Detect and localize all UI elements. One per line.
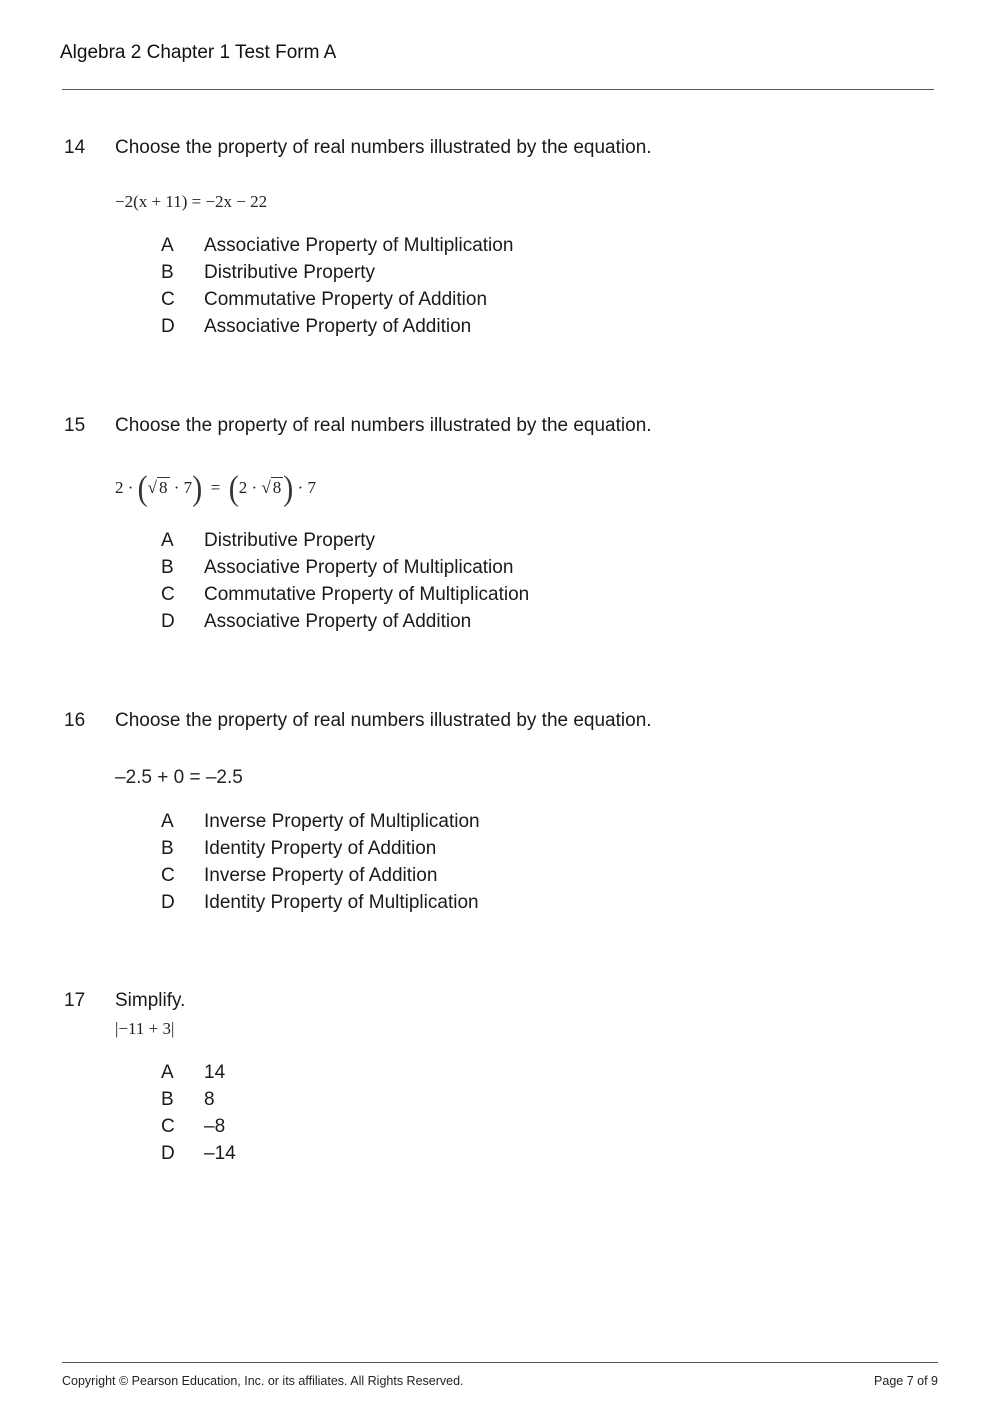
equals-sign: = bbox=[210, 478, 221, 497]
choice-letter: B bbox=[161, 838, 174, 859]
choice-letter: C bbox=[161, 584, 175, 605]
page-number: Page 7 of 9 bbox=[874, 1374, 938, 1388]
question-prompt: Choose the property of real numbers illustrated by the equation. bbox=[115, 137, 652, 158]
footer-divider bbox=[62, 1362, 938, 1363]
header-divider bbox=[62, 89, 934, 90]
choice-text: Inverse Property of Multiplication bbox=[204, 811, 480, 832]
choice-text: 14 bbox=[204, 1062, 226, 1083]
equation-term: · 7 bbox=[297, 478, 316, 497]
equation: −2(x + 11) = −2x − 22 bbox=[115, 192, 268, 211]
close-paren: ) bbox=[283, 469, 294, 508]
equation-term: 2 · bbox=[115, 478, 134, 497]
choice-text: Identity Property of Addition bbox=[204, 838, 437, 859]
choice-text: Associative Property of Multiplication bbox=[204, 235, 514, 256]
choice-text: Distributive Property bbox=[204, 530, 376, 551]
choice-text: Inverse Property of Addition bbox=[204, 865, 438, 886]
choice-letter: D bbox=[161, 611, 175, 632]
equation bbox=[115, 469, 316, 508]
choice-text: Associative Property of Addition bbox=[204, 611, 472, 632]
equation: –2.5 + 0 = –2.5 bbox=[115, 767, 243, 788]
equation-term: · 7 bbox=[173, 478, 193, 497]
choice-letter: B bbox=[161, 557, 174, 578]
choice-letter: C bbox=[161, 865, 175, 886]
page-title: Algebra 2 Chapter 1 Test Form A bbox=[60, 42, 337, 63]
choice-text: Associative Property of Addition bbox=[204, 316, 472, 337]
choice-text: Distributive Property bbox=[204, 262, 376, 283]
choice-letter: C bbox=[161, 1116, 175, 1137]
choice-text: Commutative Property of Addition bbox=[204, 289, 488, 310]
open-paren: ( bbox=[137, 469, 148, 508]
question-number: 14 bbox=[64, 137, 86, 158]
sqrt-symbol: √ 8 bbox=[147, 478, 168, 497]
radicand: 8 bbox=[159, 478, 168, 497]
choice-letter: B bbox=[161, 1089, 174, 1110]
choice-letter: D bbox=[161, 1143, 175, 1164]
radicand: 8 bbox=[272, 478, 282, 497]
question-number: 16 bbox=[64, 710, 86, 731]
open-paren: ( bbox=[228, 469, 239, 508]
choice-text: Associative Property of Multiplication bbox=[204, 557, 514, 578]
question-number: 15 bbox=[64, 415, 86, 436]
question-prompt: Simplify. bbox=[115, 990, 186, 1011]
choice-letter: A bbox=[161, 235, 174, 256]
choice-letter: A bbox=[161, 1062, 174, 1083]
choice-letter: A bbox=[161, 811, 174, 832]
close-paren: ) bbox=[192, 469, 203, 508]
sqrt-symbol: √ 8 bbox=[261, 478, 282, 497]
choice-text: Commutative Property of Multiplication bbox=[204, 584, 530, 605]
question-prompt: Choose the property of real numbers illustrated by the equation. bbox=[115, 415, 652, 436]
choice-letter: B bbox=[161, 262, 174, 283]
choice-text: 8 bbox=[204, 1089, 215, 1110]
equation-term: 2 · bbox=[238, 478, 258, 497]
choice-text: –8 bbox=[204, 1116, 226, 1137]
equation: |−11 + 3| bbox=[115, 1019, 175, 1038]
copyright-notice: Copyright © Pearson Education, Inc. or its affiliates. All Rights Reserved. bbox=[62, 1374, 464, 1388]
choice-letter: A bbox=[161, 530, 174, 551]
choice-text: Identity Property of Multiplication bbox=[204, 892, 479, 913]
question-prompt: Choose the property of real numbers illustrated by the equation. bbox=[115, 710, 652, 731]
question-number: 17 bbox=[64, 990, 86, 1011]
choice-letter: D bbox=[161, 892, 175, 913]
choice-letter: D bbox=[161, 316, 175, 337]
choice-text: –14 bbox=[204, 1143, 236, 1164]
choice-letter: C bbox=[161, 289, 175, 310]
